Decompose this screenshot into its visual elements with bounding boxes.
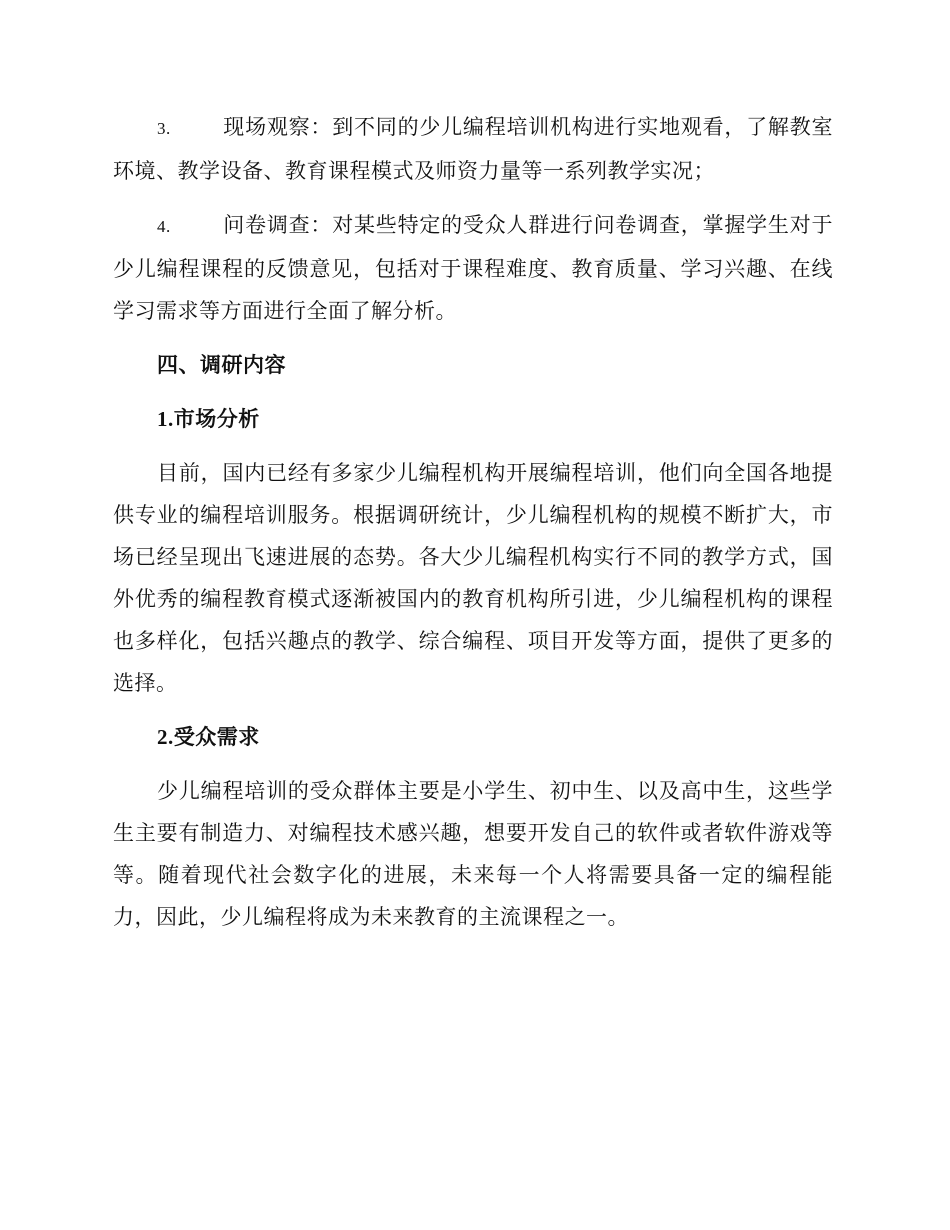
subsection-heading-market <box>113 398 833 440</box>
list-item-number: 4. <box>157 217 171 236</box>
list-item-text: 问卷调查：对某些特定的受众人群进行问卷调查，掌握学生对于少儿编程课程的反馈意见，包括对于课程难度、教育质量、学习兴趣、在线学习需求等方面进行全面了解分析。 <box>113 213 833 323</box>
paragraph-audience-demand: 少儿编程培训的受众群体主要是小学生、初中生、以及高中生，这些学生主要有制造力、对编程技术感兴趣，想要开发自己的软件或者软件游戏等等。随着现代社会数字化的进展，未来每一个人将需要具备一定的编程能力，因此，少儿编程将成为未来教育的主流课程之一。 <box>113 779 833 929</box>
paragraph-market-analysis: 目前，国内已经有多家少儿编程机构开展编程培训，他们向全国各地提供专业的编程培训服务。根据调研统计，少儿编程机构的规模不断扩大，市场已经呈现出飞速进展的态势。各大少儿编程机构实行不同的教学方式，国外优秀的编程教育模式逐渐被国内的教育机构所引进，少儿编程机构的课程也多样化，包括兴趣点的教学、综合编程、项目开发等方面，提供了更多的选择。 <box>113 461 833 695</box>
list-item-observation <box>113 106 833 192</box>
document-content <box>113 106 833 950</box>
list-item-text: 现场观察：到不同的少儿编程培训机构进行实地观看，了解教室环境、教学设备、教育课程模式及师资力量等一系列教学实况； <box>113 115 833 183</box>
subsection-heading-audience <box>113 716 833 758</box>
subsection-title: 市场分析 <box>173 406 260 431</box>
list-item-survey <box>113 204 833 332</box>
subsection-number: 1. <box>157 407 174 431</box>
list-item-number: 3. <box>157 119 171 138</box>
subsection-number: 2. <box>157 725 174 749</box>
subsection-title: 受众需求 <box>173 724 260 749</box>
section-heading: 四、调研内容 <box>157 352 286 377</box>
